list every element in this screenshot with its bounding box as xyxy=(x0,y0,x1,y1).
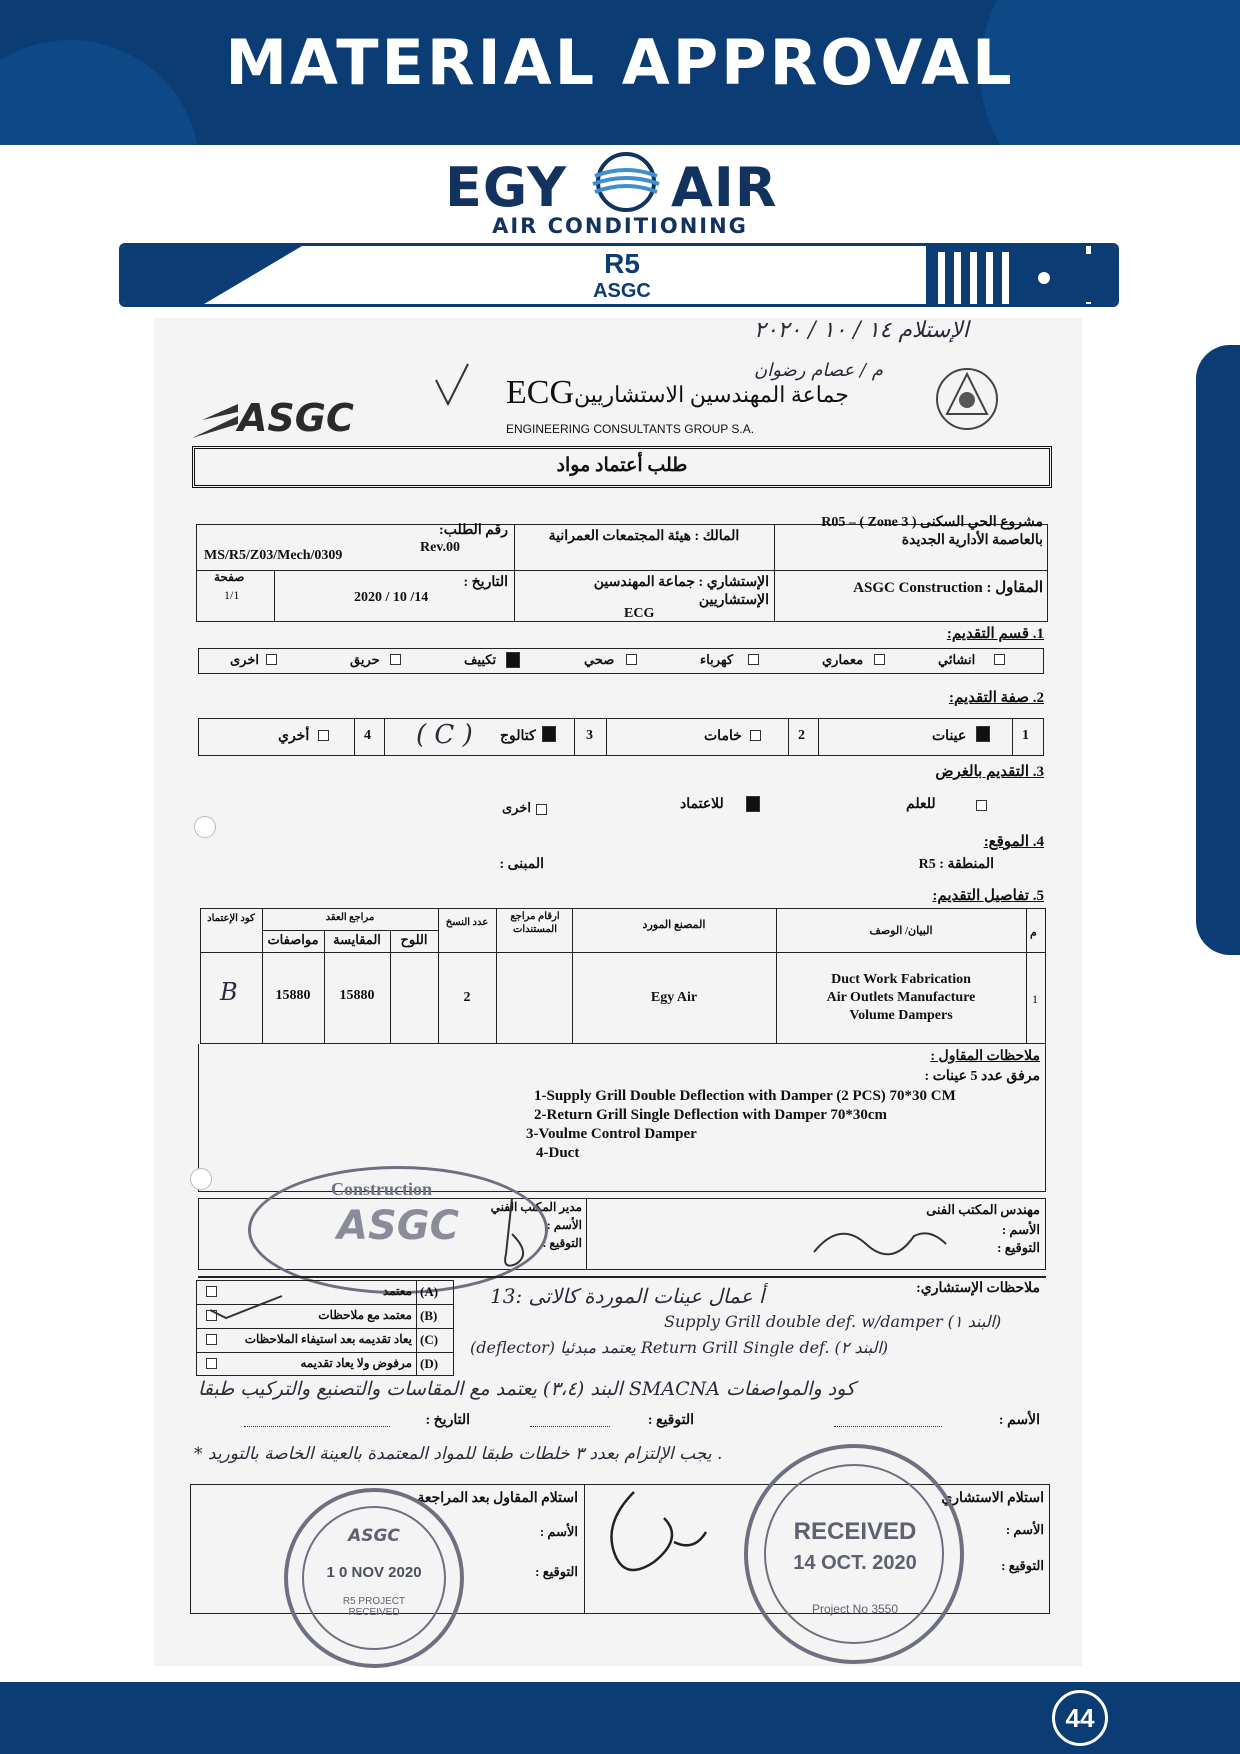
row-code: B xyxy=(220,978,238,1006)
receipt-consultant-name: الأسم : xyxy=(1005,1522,1044,1537)
row-specs: 15880 xyxy=(275,988,311,1003)
option-approval: للاعتماد xyxy=(680,797,724,812)
project-banner xyxy=(119,243,1119,307)
row-manufacturer: Egy Air xyxy=(650,990,698,1005)
info-project-2: بالعاصمة الأدارية الجديدة xyxy=(901,533,1043,548)
info-request-label: رقم الطلب: xyxy=(439,523,508,538)
row-desc-2: Air Outlets Manufacture xyxy=(826,990,976,1005)
stamp-construction: Construction xyxy=(331,1179,433,1199)
receipt-contractor-label: استلام المقاول بعد المراجعة xyxy=(417,1491,578,1506)
page-title: MATERIAL APPROVAL xyxy=(225,26,1015,99)
row-boq: 15880 xyxy=(339,988,375,1003)
check-mark-icon xyxy=(432,360,472,410)
checkbox-materials[interactable] xyxy=(750,730,761,741)
info-consultant-abbr: ECG xyxy=(624,606,655,621)
option-other: اخرى xyxy=(230,652,259,667)
ecg-logo-arabic: جماعة المهندسين الاستشاريين xyxy=(574,382,849,407)
col-approval-code: كود الإعتماد xyxy=(207,913,255,924)
received-stamp xyxy=(744,1444,964,1664)
consultant-name-line xyxy=(834,1426,942,1427)
page-number: 44 xyxy=(1052,1690,1108,1746)
contractor-note-2: 2-Return Grill Single Deflection with Damper 70*30cm xyxy=(534,1107,888,1123)
col-description: البيان/ الوصف xyxy=(869,925,933,937)
row-desc-3: Volume Dampers xyxy=(849,1008,953,1023)
asgc-oval-stamp xyxy=(248,1166,548,1294)
ecg-logo-abbr: ECG xyxy=(506,374,574,411)
receipt-contractor-name: الأسم : xyxy=(539,1524,578,1539)
section1-heading: 1. قسم التقديم: xyxy=(946,626,1044,642)
option-fire: حريق xyxy=(350,652,380,667)
consultant-handwriting-4: البند (٣،٤) يعتمد مع المقاسات والتصنيع والتركيب طبقا SMACNA كود والمواصفات xyxy=(198,1378,856,1400)
contractor-notes-attached: مرفق عدد 5 عينات : xyxy=(924,1069,1040,1084)
row-desc-1: Duct Work Fabrication xyxy=(831,972,971,987)
info-date: 2020 / 10 /14 xyxy=(354,590,429,605)
code-d-label: مرفوض ولا يعاد تقديمه xyxy=(300,1356,412,1370)
consultant-handwriting-2: Supply Grill double def. w/damper (البند ١) xyxy=(664,1312,1002,1331)
option-structural: انشائي xyxy=(938,652,976,667)
code-c: (C) xyxy=(420,1332,439,1347)
section3-heading: 3. التقديم بالغرض xyxy=(935,764,1044,780)
col-boq: المقايسة xyxy=(333,932,381,947)
manager-name-label: الأسم : xyxy=(546,1218,582,1232)
info-rev: Rev.00 xyxy=(420,540,461,555)
row-copies: 2 xyxy=(463,990,471,1005)
col-copies: عدد النسخ xyxy=(445,917,489,928)
contractor-note-1: 1-Supply Grill Double Deflection with Damper (2 PCS) 70*30 CM xyxy=(534,1088,956,1104)
receipt-signature xyxy=(594,1482,714,1592)
contractor-note-3: 3-Voulme Control Damper xyxy=(526,1126,697,1142)
info-page-label: صفحة xyxy=(214,570,245,584)
section2-num-3: 3 xyxy=(586,728,593,743)
info-owner: المالك : هيئة المجتمعات العمرانية xyxy=(548,529,740,544)
section4-heading: 4. الموقع: xyxy=(983,834,1044,850)
checkbox-architectural[interactable] xyxy=(874,654,885,665)
info-page: 1/1 xyxy=(224,588,240,602)
consultant-sign-label: التوقيع : xyxy=(647,1413,694,1428)
tech-name-label: الأسم : xyxy=(1001,1222,1040,1237)
option-architectural: معماري xyxy=(822,652,864,667)
checkbox-other[interactable] xyxy=(266,654,277,665)
stamp-r5-received: R5 PROJECT RECEIVED xyxy=(342,1596,406,1618)
receipt-consultant-sign: التوقيع : xyxy=(1001,1558,1044,1573)
checkbox-code-c[interactable] xyxy=(206,1334,217,1345)
manager-sign-label: التوقيع : xyxy=(542,1236,582,1250)
contractor-stamp xyxy=(284,1488,464,1668)
info-consultant: الإستشاري : جماعة المهندسين xyxy=(593,575,769,590)
scanned-form xyxy=(154,318,1082,1666)
checkbox-fire[interactable] xyxy=(390,654,401,665)
header-band xyxy=(0,0,1240,145)
code-a: (A) xyxy=(420,1284,439,1299)
contractor-note-4: 4-Duct xyxy=(536,1145,580,1161)
checkbox-plumbing[interactable] xyxy=(626,654,637,665)
checkbox-structural[interactable] xyxy=(994,654,1005,665)
option-catalog: كتالوج xyxy=(500,729,536,744)
code-b: (B) xyxy=(420,1308,438,1323)
punch-hole xyxy=(190,1168,212,1190)
banner-asgc: ASGC xyxy=(593,280,651,302)
col-drawing: اللوح xyxy=(400,932,428,947)
code-c-label: يعاد تقديمه بعد استيفاء الملاحظات xyxy=(244,1332,412,1346)
handwriting-top: ﺍﻹﺳﺘﻼﻡ ١٤ / ١٠ / ٢٠٢٠ xyxy=(754,318,969,343)
option-other-purpose: اخرى xyxy=(502,800,531,815)
consultant-handwriting-3: (deflector) يعتمد مبدئيا Return Grill Single def. (البند ٢) xyxy=(470,1338,889,1357)
checkbox-catalog[interactable] xyxy=(542,726,556,742)
logo-word-egy: EGY xyxy=(445,156,568,219)
checkbox-electrical[interactable] xyxy=(748,654,759,665)
code-b-label: معتمد مع ملاحظات xyxy=(318,1308,412,1322)
checkbox-other-purpose[interactable] xyxy=(536,804,547,815)
office-manager-label: مدير المكتب الفني xyxy=(490,1200,582,1214)
col-manufacturer: المصنع المورد xyxy=(642,919,706,931)
info-request-no: MS/R5/Z03/Mech/0309 xyxy=(204,548,343,563)
check-mark-icon xyxy=(206,1294,286,1320)
punch-hole xyxy=(194,816,216,838)
option-samples: عينات xyxy=(932,729,967,744)
fan-icon xyxy=(583,150,669,214)
stamp-asgc: ASGC xyxy=(337,1203,459,1249)
consultant-heading: ملاحظات الإستشاري: xyxy=(916,1281,1040,1296)
col-specs: مواصفات xyxy=(267,932,319,947)
logo-tagline: AIR CONDITIONING xyxy=(492,214,748,238)
consultant-handwriting-5: * يجب الإلتزام بعدد ٣ خلطات طبقا للمواد المعتمدة بالعينة الخاصة بالتوريد . xyxy=(194,1444,723,1464)
section2-heading: 2. صفة التقديم: xyxy=(949,690,1044,706)
section4-zone: المنطقة : R5 xyxy=(918,857,994,872)
logo-word-air: AIR xyxy=(671,156,778,219)
stamp-asgc-round: ASGC xyxy=(348,1526,400,1546)
checkbox-hvac[interactable] xyxy=(506,652,520,668)
option-plumbing: صحي xyxy=(584,652,615,667)
section1-options xyxy=(198,648,1044,674)
consultant-name-label: الأسم : xyxy=(998,1413,1040,1428)
consultant-date-line xyxy=(244,1426,390,1427)
col-no: م xyxy=(1030,927,1037,939)
checkbox-info[interactable] xyxy=(976,800,987,811)
section5-heading: 5. تفاصيل التقديم: xyxy=(932,888,1044,904)
checkbox-samples[interactable] xyxy=(976,726,990,742)
ecg-logo-english: ENGINEERING CONSULTANTS GROUP S.A. xyxy=(506,422,755,436)
form-title: طلب أعتماد مواد xyxy=(556,455,688,476)
stamp-contractor-date: 1 0 NOV 2020 xyxy=(326,1564,422,1581)
col-doc-refs: ارقام مراجع المستندات xyxy=(510,911,560,935)
option-materials: خامات xyxy=(704,729,742,744)
option-electrical: كهرباء xyxy=(700,652,734,667)
consultant-sign-line xyxy=(530,1426,610,1427)
tech-sign-label: التوقيع : xyxy=(997,1240,1040,1255)
asgc-logo-icon xyxy=(190,402,240,442)
contractor-notes-heading: ملاحظات المقاول : xyxy=(930,1049,1040,1064)
stamp-received-date: 14 OCT. 2020 xyxy=(793,1552,917,1574)
asgc-logo-text: ASGC xyxy=(238,396,354,440)
code-d: (D) xyxy=(420,1356,439,1371)
checkbox-approval[interactable] xyxy=(746,796,760,812)
banner-r5: R5 xyxy=(604,248,640,279)
side-tab xyxy=(1196,345,1240,955)
info-contractor: المقاول : ASGC Construction xyxy=(853,580,1043,596)
option-hvac: تكييف xyxy=(464,652,497,667)
stamp-project-no: Project No 3550 xyxy=(811,1602,899,1616)
section2-num-1: 1 xyxy=(1022,728,1029,743)
option-other-type: أخري xyxy=(278,729,310,744)
stamp-received: RECEIVED xyxy=(793,1518,917,1545)
code-a-label: معتمد xyxy=(382,1284,412,1298)
receipt-contractor-sign: التوقيع : xyxy=(535,1564,578,1579)
egy-air-logo xyxy=(445,150,795,240)
section2-num-2: 2 xyxy=(798,728,805,743)
option-info: للعلم xyxy=(906,797,936,812)
row-no: 1 xyxy=(1032,992,1038,1006)
checkbox-other-type[interactable] xyxy=(318,730,329,741)
handwriting-top-2: م / عصام رضوان xyxy=(754,360,883,381)
section4-building: المبنى : xyxy=(499,857,544,872)
col-contract-refs: مراجع العقد xyxy=(325,912,375,923)
handwriting-circle: ( C ) xyxy=(416,720,473,750)
tech-engineer-label: مهندس المكتب الفنى xyxy=(926,1202,1040,1217)
signature-scribble xyxy=(810,1214,950,1264)
consultant-date-label: التاريخ : xyxy=(425,1413,470,1428)
section2-num-4: 4 xyxy=(364,728,371,743)
info-date-label: التاريخ : xyxy=(463,575,508,590)
info-consultant-2: الإستشاريين xyxy=(698,593,769,608)
emblem-icon xyxy=(932,364,1002,434)
consultant-handwriting-1: 13: أ عمال عينات الموردة كالاتى xyxy=(490,1284,765,1308)
checkbox-code-d[interactable] xyxy=(206,1358,217,1369)
info-project: مشروع الحي السكنى R05 – ( Zone 3 ) xyxy=(821,515,1043,530)
receipt-consultant-label: استلام الاستشاري xyxy=(941,1491,1044,1506)
